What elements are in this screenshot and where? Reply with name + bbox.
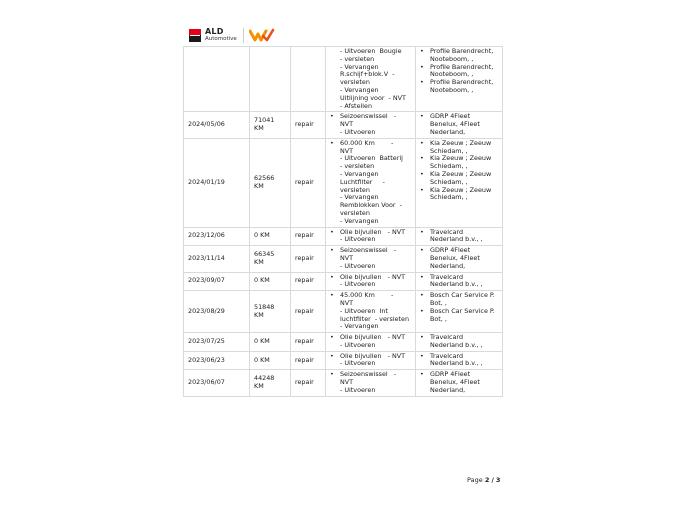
cell-description	[326, 333, 416, 352]
table-row	[184, 112, 503, 138]
description-line: 45.000 Km -	[340, 291, 394, 300]
cell-date: 2023/06/23	[184, 351, 250, 370]
cell-supplier	[416, 227, 503, 246]
supplier-item	[420, 353, 498, 369]
table-body	[184, 47, 503, 397]
cell-description	[326, 370, 416, 396]
supplier-item	[420, 140, 498, 156]
cell-supplier	[416, 351, 503, 370]
header-logos	[189, 25, 275, 45]
description-line: - Vervangen	[340, 169, 379, 178]
bullet-icon: •	[420, 291, 424, 300]
bullet-icon: •	[420, 351, 424, 360]
supplier-item	[420, 171, 498, 187]
supplier-item	[420, 371, 498, 394]
cell-supplier	[416, 272, 503, 291]
description-bullet-item	[330, 229, 411, 245]
bullet-icon: •	[330, 291, 334, 300]
bullet-icon: •	[420, 62, 424, 71]
cell-type: repair	[291, 246, 326, 272]
cell-date	[184, 47, 250, 112]
description-line: - Uitvoeren	[340, 385, 376, 394]
description-text	[340, 113, 411, 136]
bullet-icon: •	[330, 138, 334, 147]
description-line: Seizoenswissel -	[340, 370, 397, 379]
cell-type: repair	[291, 370, 326, 396]
description-bullet-item	[330, 113, 411, 136]
supplier-name: Travelcard Nederland b.v., ,	[430, 272, 483, 289]
description-line: Olie bijvullen - NVT	[340, 227, 406, 236]
bullet-icon: •	[420, 112, 424, 121]
description-line: NVT	[340, 378, 354, 387]
description-line: Remblokken Voor -	[340, 201, 402, 210]
bullet-icon: •	[420, 185, 424, 194]
description-line: - Uitvoeren Int	[340, 306, 388, 315]
description-line: Olie bijvullen - NVT	[340, 333, 406, 342]
description-line: Seizoenswissel -	[340, 112, 397, 121]
cell-type: repair	[291, 112, 326, 138]
description-line: Luchtfilter -	[340, 177, 385, 186]
description-text	[340, 229, 411, 245]
cell-description	[326, 351, 416, 370]
cell-supplier	[416, 370, 503, 396]
table-row	[184, 272, 503, 291]
cell-supplier	[416, 333, 503, 352]
table-row	[184, 351, 503, 370]
total-pages: 3	[495, 476, 501, 484]
table-row	[184, 227, 503, 246]
page-label: Page	[467, 476, 483, 484]
description-line: NVT	[340, 253, 354, 262]
description-bullet-item	[330, 274, 411, 290]
cell-mileage: 0 KM	[250, 272, 291, 291]
description-line: - Afstellen	[340, 101, 373, 110]
bullet-icon: •	[420, 370, 424, 379]
supplier-item	[420, 274, 498, 290]
description-line: - Uitvoeren	[340, 235, 376, 244]
table-row	[184, 138, 503, 227]
description-line: Olie bijvullen - NVT	[340, 351, 406, 360]
description-line: versleten	[340, 78, 370, 87]
cell-date: 2024/01/19	[184, 138, 250, 227]
cell-description	[326, 47, 416, 112]
description-line: R.schijf+blok.V -	[340, 70, 395, 79]
bullet-icon: •	[330, 227, 334, 236]
cell-description	[326, 112, 416, 138]
bullet-icon: •	[420, 272, 424, 281]
description-line: - Vervangen	[340, 85, 379, 94]
description-line: luchtfilter - versleten	[340, 314, 410, 323]
description-line: Olie bijvullen - NVT	[340, 272, 406, 281]
cell-mileage	[250, 47, 291, 112]
page-separator: /	[491, 476, 494, 484]
bullet-icon: •	[330, 333, 334, 342]
supplier-name: Kia Zeeuw ; Zeeuw Schiedam, ,	[430, 185, 492, 202]
cell-type: repair	[291, 291, 326, 333]
description-line: - Vervangen	[340, 216, 379, 225]
description-text	[330, 48, 411, 110]
description-text	[340, 353, 411, 369]
supplier-name: GDRP 4Fleet Benelux, 4Fleet Nederland,	[430, 112, 480, 136]
ald-logo-brand: ALD	[205, 26, 224, 36]
bullet-icon: •	[330, 370, 334, 379]
description-line: Seizoenswissel -	[340, 246, 397, 255]
bullet-icon: •	[330, 246, 334, 255]
supplier-name: Profile Barendrecht, Nooteboom, ,	[430, 78, 494, 94]
description-text	[340, 247, 411, 270]
description-line: - Vervangen	[340, 193, 379, 202]
bullet-icon: •	[330, 272, 334, 281]
table-row	[184, 291, 503, 333]
description-bullet-item	[330, 292, 411, 331]
cell-description	[326, 227, 416, 246]
cell-mileage: 71041 KM	[250, 112, 291, 138]
description-text	[340, 140, 411, 226]
bullet-icon: •	[420, 333, 424, 342]
cell-date: 2023/06/07	[184, 370, 250, 396]
logo-divider	[243, 28, 244, 43]
supplier-item	[420, 113, 498, 136]
table-row	[184, 333, 503, 352]
description-line: - versleten	[340, 54, 375, 63]
cell-type: repair	[291, 272, 326, 291]
supplier-name: Bosch Car Service P. Bot, ,	[430, 291, 495, 307]
bullet-icon: •	[420, 306, 424, 315]
supplier-item	[420, 79, 498, 95]
cell-date: 2023/07/25	[184, 333, 250, 352]
cell-date: 2023/09/07	[184, 272, 250, 291]
supplier-name: Kia Zeeuw ; Zeeuw Schiedam, ,	[430, 154, 492, 171]
bullet-icon: •	[420, 246, 424, 255]
description-text	[340, 371, 411, 394]
description-line: NVT	[340, 146, 354, 155]
description-line: - Uitvoeren	[340, 280, 376, 289]
page-footer	[467, 476, 500, 484]
supplier-item	[420, 229, 498, 245]
cell-description	[326, 246, 416, 272]
table-row	[184, 246, 503, 272]
description-line: Uitlijning voor - NVT	[340, 93, 406, 102]
cell-mileage: 0 KM	[250, 333, 291, 352]
supplier-name: GDRP 4Fleet Benelux, 4Fleet Nederland,	[430, 246, 480, 270]
ald-logo-mark	[189, 29, 201, 42]
cell-date: 2023/08/29	[184, 291, 250, 333]
cell-type: repair	[291, 227, 326, 246]
cell-supplier	[416, 246, 503, 272]
description-line: - versleten	[340, 162, 375, 171]
bullet-icon: •	[420, 227, 424, 236]
maintenance-history-table	[183, 46, 503, 397]
cell-mileage: 0 KM	[250, 351, 291, 370]
supplier-name: Kia Zeeuw ; Zeeuw Schiedam, ,	[430, 138, 492, 155]
supplier-item	[420, 334, 498, 350]
supplier-item	[420, 308, 498, 324]
cell-mileage: 51848 KM	[250, 291, 291, 333]
cell-mileage: 66345 KM	[250, 246, 291, 272]
cell-type: repair	[291, 351, 326, 370]
cell-mileage: 62566 KM	[250, 138, 291, 227]
description-line: - Uitvoeren	[340, 359, 376, 368]
bullet-icon: •	[330, 351, 334, 360]
supplier-item	[420, 64, 498, 80]
bullet-icon: •	[330, 112, 334, 121]
table-row	[184, 370, 503, 396]
cell-date: 2024/05/06	[184, 112, 250, 138]
description-text	[340, 292, 411, 331]
description-text	[340, 274, 411, 290]
description-line: - Vervangen	[340, 322, 379, 331]
supplier-item	[420, 155, 498, 171]
bullet-icon: •	[420, 169, 424, 178]
description-line: NVT	[340, 298, 354, 307]
supplier-item	[420, 292, 498, 308]
cell-supplier	[416, 291, 503, 333]
bullet-icon: •	[420, 154, 424, 163]
description-line: NVT	[340, 120, 354, 129]
supplier-name: GDRP 4Fleet Benelux, 4Fleet Nederland,	[430, 370, 480, 394]
description-bullet-item	[330, 140, 411, 226]
description-bullet-item	[330, 334, 411, 350]
description-line: - Uitvoeren	[340, 340, 376, 349]
supplier-item	[420, 48, 498, 64]
partner-logo-icon	[249, 28, 275, 42]
supplier-name: Travelcard Nederland b.v., ,	[430, 333, 483, 349]
supplier-name: Travelcard Nederland b.v., ,	[430, 351, 483, 368]
description-line: - Vervangen	[340, 62, 379, 71]
description-line: - Uitvoeren	[340, 261, 376, 270]
table-row	[184, 47, 503, 112]
supplier-name: Travelcard Nederland b.v., ,	[430, 227, 483, 244]
description-line: - Uitvoeren Bougie	[340, 47, 402, 55]
description-bullet-item	[330, 247, 411, 270]
cell-mileage: 44248 KM	[250, 370, 291, 396]
description-line: versleten	[340, 185, 370, 194]
cell-supplier	[416, 138, 503, 227]
cell-type: repair	[291, 333, 326, 352]
cell-supplier	[416, 112, 503, 138]
bullet-icon: •	[420, 138, 424, 147]
bullet-icon: •	[420, 78, 424, 87]
supplier-name: Bosch Car Service P. Bot, ,	[430, 306, 495, 323]
cell-date: 2023/12/06	[184, 227, 250, 246]
cell-description	[326, 272, 416, 291]
description-line: - Uitvoeren Batterij	[340, 154, 403, 163]
description-line: - Uitvoeren	[340, 127, 376, 136]
ald-logo-text	[205, 28, 237, 43]
cell-mileage: 0 KM	[250, 227, 291, 246]
current-page: 2	[484, 476, 490, 484]
ald-logo-sub: Automotive	[205, 35, 237, 42]
supplier-item	[420, 187, 498, 203]
supplier-item	[420, 247, 498, 270]
supplier-name: Profile Barendrecht, Nooteboom, ,	[430, 62, 494, 79]
supplier-name: Kia Zeeuw ; Zeeuw Schiedam, ,	[430, 169, 492, 186]
cell-supplier	[416, 47, 503, 112]
description-line: versleten	[340, 208, 370, 217]
cell-type: repair	[291, 138, 326, 227]
cell-description	[326, 291, 416, 333]
description-line: 60.000 Km -	[340, 138, 394, 147]
description-text	[340, 334, 411, 350]
description-bullet-item	[330, 353, 411, 369]
supplier-name: Profile Barendrecht, Nooteboom, ,	[430, 47, 494, 63]
bullet-icon: •	[420, 47, 424, 55]
description-bullet-item	[330, 371, 411, 394]
cell-type	[291, 47, 326, 112]
cell-date: 2023/11/14	[184, 246, 250, 272]
cell-description	[326, 138, 416, 227]
